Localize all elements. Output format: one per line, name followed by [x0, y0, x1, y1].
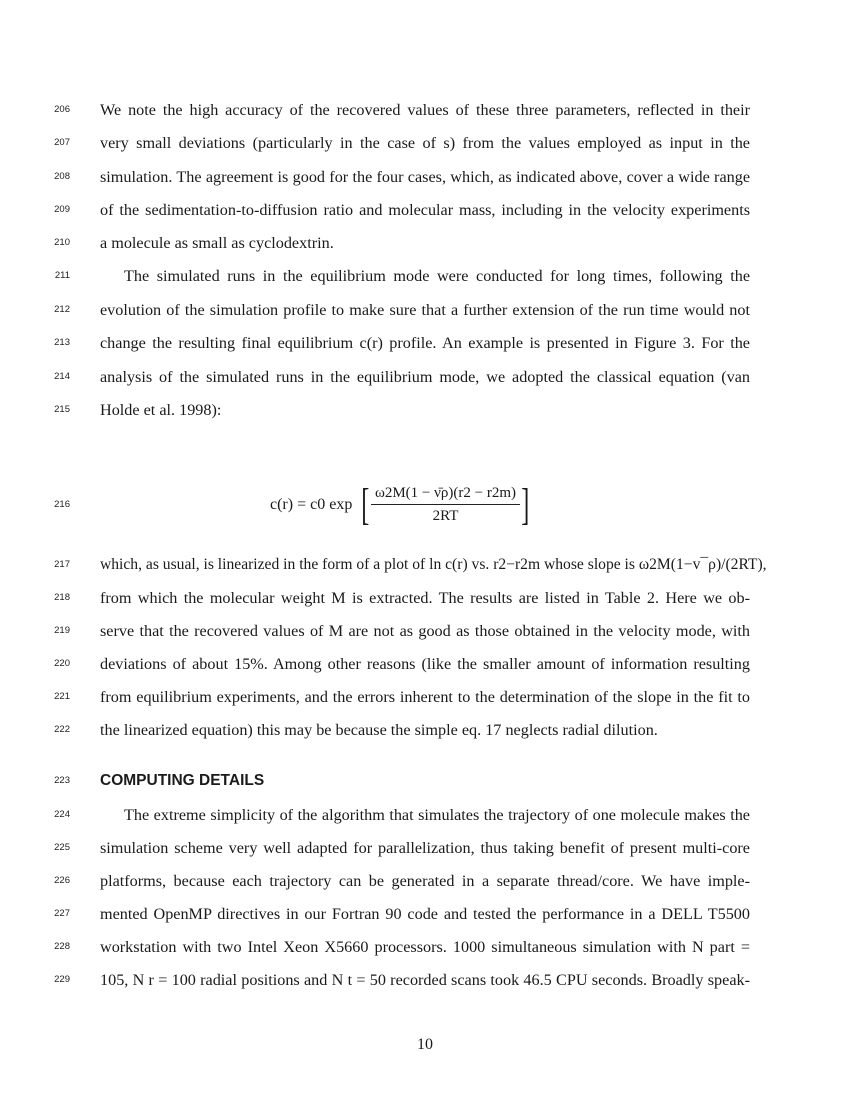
body-line: Holde et al. 1998):	[100, 401, 222, 419]
line-number: 214	[54, 371, 70, 382]
body-line: We note the high accuracy of the recovered values of these three parameters, reflected in their	[100, 101, 750, 119]
equation-denominator: 2RT	[432, 508, 459, 524]
line-number: 223	[54, 775, 70, 786]
line-number: 216	[54, 499, 70, 510]
body-line: from equilibrium experiments, and the errors inherent to the determination of the slope in the fit to	[100, 688, 750, 706]
section-heading: COMPUTING DETAILS	[100, 772, 265, 789]
line-number: 213	[54, 337, 70, 348]
body-line: very small deviations (particularly in the case of s) from the values employed as input in the	[100, 134, 750, 152]
line-number: 209	[54, 204, 70, 215]
line-number: 210	[54, 237, 70, 248]
body-line: 105, N r = 100 radial positions and N t = 50 recorded scans took 46.5 CPU seconds. Broadly speak-	[100, 971, 750, 989]
line-number: 225	[54, 842, 70, 853]
line-number: 207	[54, 137, 70, 148]
equation-fraction	[371, 485, 520, 525]
body-line: serve that the recovered values of M are not as good as those obtained in the velocity mode, with	[100, 622, 750, 640]
line-number: 226	[54, 875, 70, 886]
line-number: 224	[54, 809, 70, 820]
equation-numerator: ω2M(1 − ν̄ρ)(r2 − r2m)	[371, 485, 520, 505]
line-number: 220	[54, 658, 70, 669]
line-number: 229	[54, 974, 70, 985]
equation-left-bracket: [	[361, 480, 370, 529]
body-line: The extreme simplicity of the algorithm that simulates the trajectory of one molecule makes the	[124, 806, 750, 824]
line-number: 215	[54, 404, 70, 415]
body-line: evolution of the simulation profile to make sure that a further extension of the run time would not	[100, 301, 750, 319]
body-line: deviations of about 15%. Among other reasons (like the smaller amount of information resulting	[100, 655, 750, 673]
body-line: change the resulting final equilibrium c(r) profile. An example is presented in Figure 3. For the	[100, 334, 750, 352]
page-number: 10	[417, 1036, 433, 1053]
body-line: a molecule as small as cyclodextrin.	[100, 234, 334, 252]
body-line: simulation scheme very well adapted for parallelization, thus taking benefit of present multi-core	[100, 839, 750, 857]
line-number: 206	[54, 104, 70, 115]
line-number: 218	[54, 592, 70, 603]
equilibrium-equation	[270, 480, 533, 530]
line-number: 227	[54, 908, 70, 919]
body-line: which, as usual, is linearized in the form of a plot of ln c(r) vs. r2−r2m whose slope is ω2M(1−v¯ρ)/(2RT),	[100, 556, 767, 573]
body-line: analysis of the simulated runs in the equilibrium mode, we adopted the classical equation (van	[100, 368, 750, 386]
body-line: of the sedimentation-to-diffusion ratio and molecular mass, including in the velocity experiments	[100, 201, 750, 219]
body-line: mented OpenMP directives in our Fortran 90 code and tested the performance in a DELL T5500	[100, 905, 750, 923]
body-line: platforms, because each trajectory can be generated in a separate thread/core. We have imple-	[100, 872, 750, 890]
line-number: 208	[54, 171, 70, 182]
body-line: The simulated runs in the equilibrium mode were conducted for long times, following the	[124, 267, 750, 285]
line-number: 219	[54, 625, 70, 636]
line-number: 222	[54, 724, 70, 735]
body-line: workstation with two Intel Xeon X5660 processors. 1000 simultaneous simulation with N part =	[100, 938, 750, 956]
equation-lhs: c(r) = c0 exp	[270, 496, 353, 513]
body-line: from which the molecular weight M is extracted. The results are listed in Table 2. Here we ob-	[100, 589, 750, 607]
line-number: 221	[54, 691, 70, 702]
body-line: simulation. The agreement is good for the four cases, which, as indicated above, cover a wide range	[100, 168, 750, 186]
line-number: 212	[54, 304, 70, 315]
line-number: 228	[54, 941, 70, 952]
line-number: 217	[54, 559, 70, 570]
body-line: the linearized equation) this may be because the simple eq. 17 neglects radial dilution.	[100, 721, 658, 739]
line-number: 211	[54, 270, 70, 281]
equation-right-bracket: ]	[521, 480, 530, 529]
